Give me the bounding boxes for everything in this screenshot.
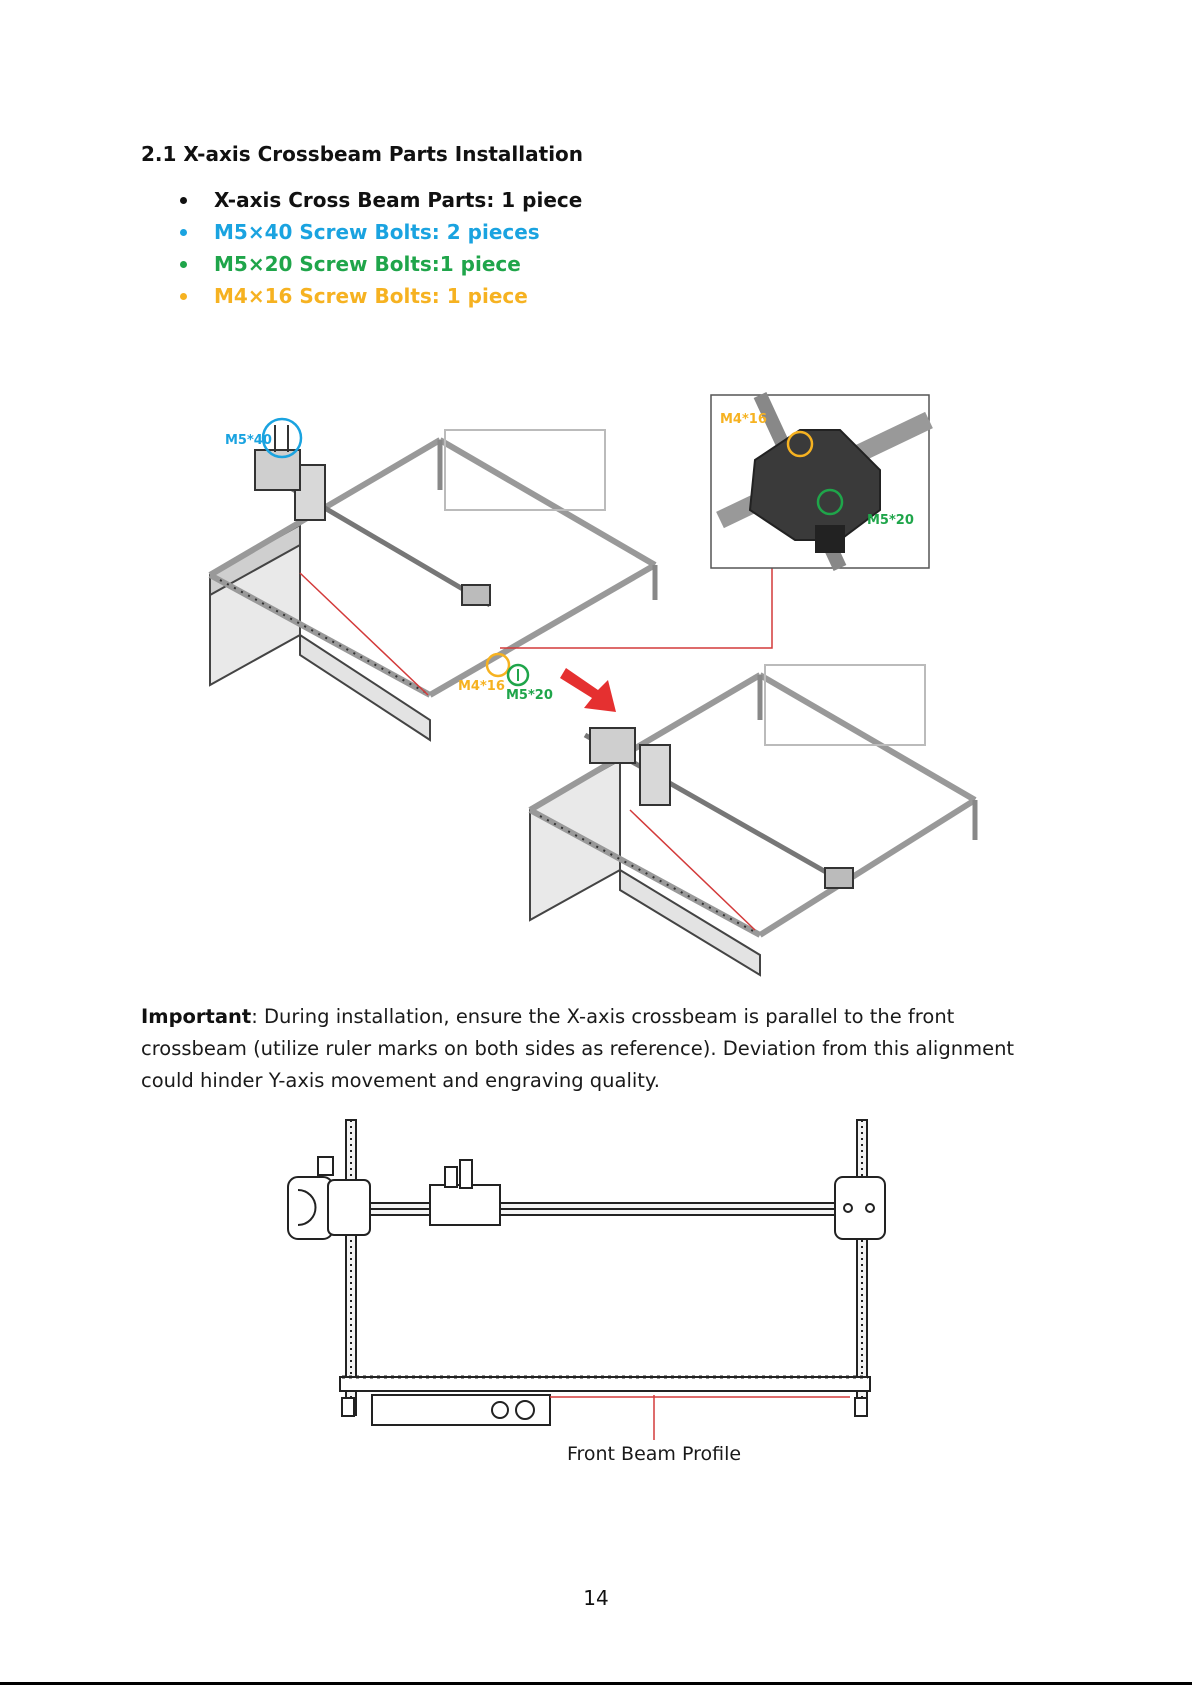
bullet-icon bbox=[180, 197, 187, 204]
part-label: M5×40 Screw Bolts: 2 pieces bbox=[214, 220, 540, 244]
callout-m4x16-label: M4*16 bbox=[458, 679, 505, 694]
inset-detail bbox=[711, 395, 929, 568]
inset-leader-line bbox=[500, 568, 772, 648]
inset-m4x16-label: M4*16 bbox=[720, 412, 767, 427]
bullet-icon bbox=[180, 261, 187, 268]
arrow-icon bbox=[560, 668, 616, 712]
callout-m5x40-label: M5*40 bbox=[225, 433, 272, 448]
top-view-illustration bbox=[280, 1115, 910, 1465]
callout-m5x20 bbox=[506, 665, 553, 703]
parts-list bbox=[178, 184, 582, 312]
installation-illustration bbox=[200, 390, 980, 980]
inset-m5x20-label: M5*20 bbox=[867, 513, 914, 528]
note-text: : During installation, ensure the X-axis crossbeam is parallel to the front crossbeam (utilize ruler marks on both sides as reference). Deviation from this alignment could hinder Y-axis movement and engraving quality. bbox=[141, 1005, 1015, 1092]
machine-frame-after bbox=[530, 665, 975, 975]
important-note bbox=[141, 1001, 1061, 1097]
callout-m5x20-label: M5*20 bbox=[506, 688, 553, 703]
parts-list-item bbox=[178, 184, 582, 216]
installation-diagram bbox=[200, 390, 980, 980]
parts-list-item bbox=[178, 216, 582, 248]
top-view-diagram bbox=[280, 1115, 910, 1465]
parts-list-item bbox=[178, 280, 582, 312]
part-label: M4×16 Screw Bolts: 1 piece bbox=[214, 284, 528, 308]
page-number: 14 bbox=[583, 1586, 609, 1610]
frame-top-view bbox=[288, 1120, 885, 1425]
part-label: X-axis Cross Beam Parts: 1 piece bbox=[214, 188, 583, 212]
note-lead: Important bbox=[141, 1005, 252, 1028]
parts-list-item bbox=[178, 248, 582, 280]
front-beam-profile-label: Front Beam Profile bbox=[566, 1443, 742, 1465]
part-label: M5×20 Screw Bolts:1 piece bbox=[214, 252, 521, 276]
section-title: 2.1 X-axis Crossbeam Parts Installation bbox=[141, 142, 584, 166]
bullet-icon bbox=[180, 229, 187, 236]
bullet-icon bbox=[180, 293, 187, 300]
